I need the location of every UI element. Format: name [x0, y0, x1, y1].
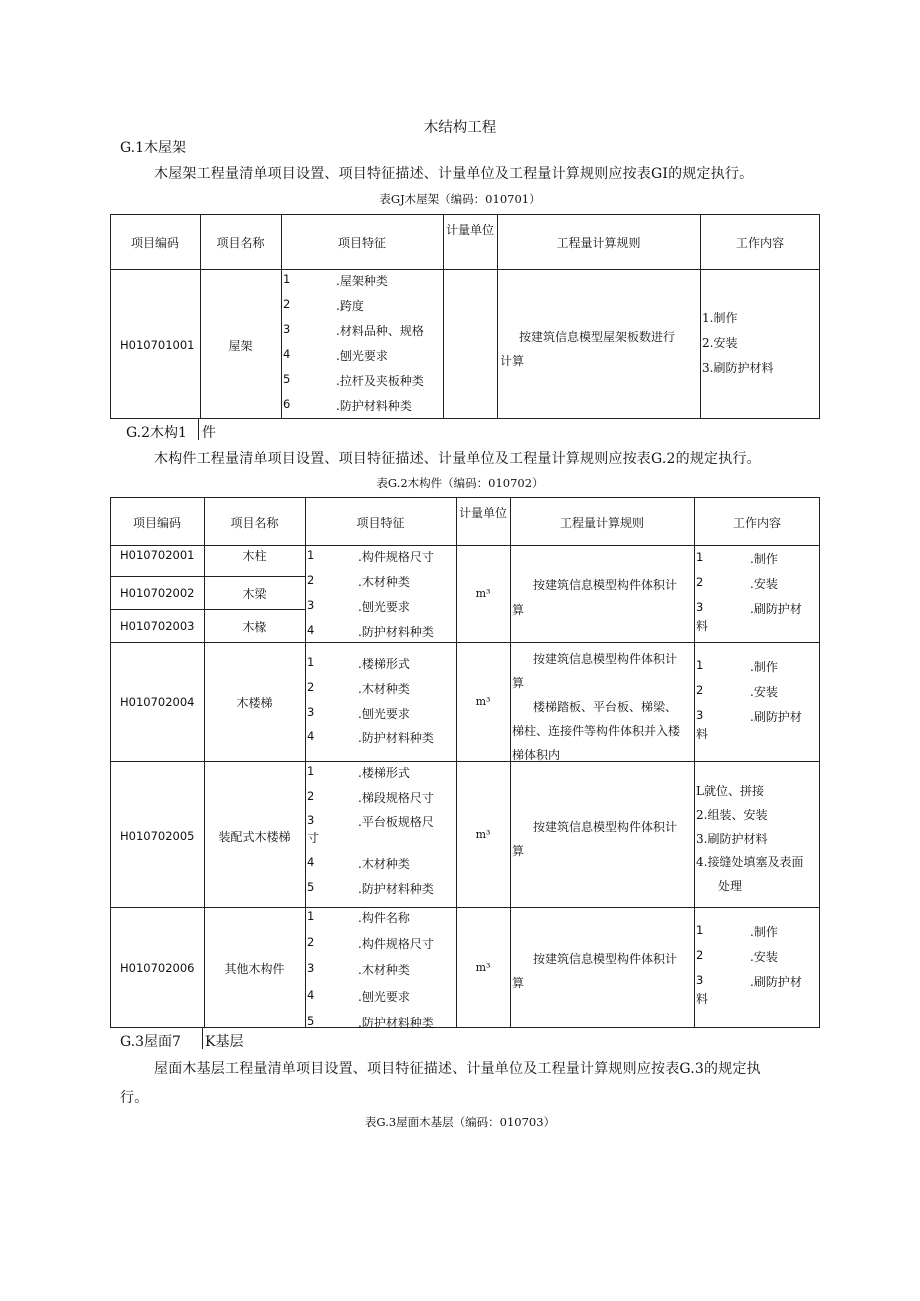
- t2-feature-text: .楼梯形式: [358, 766, 410, 780]
- t2-feature-text: .刨光要求: [358, 600, 410, 614]
- t2-work-text: .刷防护材: [750, 975, 802, 989]
- t1-feature-num: 6: [283, 397, 291, 411]
- t2-feature-text: .防护材料种类: [358, 1016, 434, 1030]
- section-g3-heading-tail: K基层: [205, 1034, 244, 1050]
- t2-feature-num: 5: [307, 1014, 315, 1028]
- t2-feature-tail: 寸: [307, 831, 320, 845]
- heading-divider: [198, 419, 199, 440]
- t2-item-name: 其他木构件: [224, 962, 285, 976]
- t2-work-text: .刷防护材: [750, 710, 802, 724]
- t2-feature-num: 4: [307, 623, 315, 637]
- t2-item-code: H010702004: [120, 695, 195, 709]
- table3-caption: 表G.3屋面木基层（编码：010703）: [364, 1115, 556, 1129]
- t2-item-code: H010702002: [120, 586, 195, 600]
- t2-work-num: 3: [696, 973, 704, 987]
- t1-feature-num: 2: [283, 297, 291, 311]
- t2-work-tail: 料: [696, 727, 709, 741]
- t2-feature-num: 2: [307, 789, 315, 803]
- t2-rule-line: 算: [512, 676, 525, 690]
- t2-work-item: 4.接缝处填塞及表面: [696, 855, 804, 869]
- t1-feature-text: .刨光要求: [336, 349, 388, 363]
- section-g1-paragraph: 木屋架工程量清单项目设置、项目特征描述、计量单位及工程量计算规则应按表GI的规定执行。: [154, 166, 754, 182]
- t2-feature-text: .木材种类: [358, 963, 410, 977]
- t2-feature-num: 2: [307, 680, 315, 694]
- t2-rule-line1: 按建筑信息模型构件体积计: [533, 820, 678, 834]
- t2-rule-line2: 算: [512, 603, 525, 617]
- t1-feature-num: 4: [283, 347, 291, 361]
- t2-feature-text: .平台板规格尺: [358, 815, 434, 829]
- t2-item-code: H010702005: [120, 829, 195, 843]
- t2-header-rule: 工程量计算规则: [559, 516, 644, 530]
- t2-rule-line1: 按建筑信息模型构件体积计: [533, 578, 678, 592]
- t2-rule-line2: 算: [512, 976, 525, 990]
- t2-work-item: L就位、拼接: [696, 784, 764, 798]
- t2-work-tail: 料: [696, 992, 709, 1006]
- t2-feature-num: 1: [307, 764, 315, 778]
- t2-feature-num: 1: [307, 548, 315, 562]
- t2-work-num: 2: [696, 948, 704, 962]
- t2-feature-num: 2: [307, 935, 315, 949]
- t2-feature-text: .木材种类: [358, 575, 410, 589]
- t1-item-code: H010701001: [120, 338, 195, 352]
- t2-header-unit: 计量单位: [458, 506, 507, 520]
- t1-feature-num: 5: [283, 372, 291, 386]
- t2-feature-text: .楼梯形式: [358, 657, 410, 671]
- t2-feature-text: .刨光要求: [358, 990, 410, 1004]
- t2-feature-num: 3: [307, 813, 315, 827]
- t2-feature-num: 2: [307, 573, 315, 587]
- t2-feature-num: 3: [307, 598, 315, 612]
- t1-feature-text: .防护材料种类: [336, 399, 412, 413]
- t2-feature-num: 4: [307, 729, 315, 743]
- t2-item-code: H010702003: [120, 619, 195, 633]
- t2-item-name: 木柱: [242, 549, 267, 563]
- heading-divider: [202, 1028, 203, 1049]
- t1-header-code: 项目编码: [130, 236, 179, 250]
- t2-rule-line: 按建筑信息模型构件体积计: [533, 652, 678, 666]
- t2-item-name: 木楼梯: [236, 696, 273, 710]
- t2-feature-text: .构件规格尺寸: [358, 937, 434, 951]
- t1-feature-text: .跨度: [336, 299, 364, 313]
- section-g2-paragraph: 木构件工程量清单项目设置、项目特征描述、计量单位及工程量计算规则应按表G.2的规定执行。: [154, 451, 761, 467]
- t1-header-work: 工作内容: [735, 236, 784, 250]
- t2-header-name: 项目名称: [230, 516, 279, 530]
- t2-rule-line: 楼梯踏板、平台板、梯梁、: [533, 700, 678, 714]
- t1-feature-text: .屋架种类: [336, 274, 388, 288]
- t2-feature-text: .木材种类: [358, 857, 410, 871]
- t2-work-num: 1: [696, 550, 704, 564]
- t2-feature-text: .构件规格尺寸: [358, 550, 434, 564]
- section-g3-heading: G.3屋面7: [120, 1034, 181, 1050]
- t2-work-text: .制作: [750, 660, 778, 674]
- t2-feature-text: .防护材料种类: [358, 731, 434, 745]
- t2-work-item: 3.刷防护材料: [696, 832, 768, 846]
- t1-rule-line1: 按建筑信息模型屋架板数进行: [519, 330, 676, 344]
- t2-feature-text: .防护材料种类: [358, 625, 434, 639]
- t2-item-name: 木椽: [242, 620, 267, 634]
- t2-work-text: .制作: [750, 552, 778, 566]
- t1-header-name: 项目名称: [216, 236, 265, 250]
- t2-feature-num: 4: [307, 855, 315, 869]
- t2-item-name: 木梁: [242, 587, 267, 601]
- t1-work-item: 2.安装: [702, 336, 738, 350]
- t2-rule-line: 梯柱、连接件等构件体积并入楼: [512, 724, 681, 738]
- t2-feature-text: .刨光要求: [358, 707, 410, 721]
- t2-feature-text: .防护材料种类: [358, 882, 434, 896]
- section-g3-paragraph-line1: 屋面木基层工程量清单项目设置、项目特征描述、计量单位及工程量计算规则应按表G.3的规定执: [154, 1061, 761, 1077]
- t2-unit: m³: [475, 695, 491, 708]
- t2-rule-line: 梯体积内: [512, 748, 561, 762]
- t2-work-text: .刷防护材: [750, 602, 802, 616]
- t2-rule-line1: 按建筑信息模型构件体积计: [533, 952, 678, 966]
- t2-feature-text: .木材种类: [358, 682, 410, 696]
- page-title: 木结构工程: [423, 120, 497, 136]
- t1-feature-num: 3: [283, 322, 291, 336]
- section-g2-heading: G.2木构1: [126, 425, 187, 441]
- t2-feature-num: 1: [307, 909, 315, 923]
- t2-work-item: 2.组装、安装: [696, 808, 768, 822]
- t1-work-item: 3.刷防护材料: [702, 361, 774, 375]
- t1-header-rule: 工程量计算规则: [556, 236, 641, 250]
- t2-work-text: .安装: [750, 685, 778, 699]
- t2-item-code: H010702006: [120, 961, 195, 975]
- t2-item-code: H010702001: [120, 548, 195, 562]
- t2-unit: m³: [475, 587, 491, 600]
- t1-feature-text: .材料品种、规格: [336, 324, 424, 338]
- section-g1-heading: G.1木屋架: [120, 140, 187, 156]
- t2-work-tail: 料: [696, 619, 709, 633]
- t2-work-item: 处理: [718, 879, 743, 893]
- t2-unit: m³: [475, 828, 491, 841]
- t2-feature-text: .构件名称: [358, 911, 410, 925]
- t2-work-num: 2: [696, 683, 704, 697]
- t2-rule-line2: 算: [512, 844, 525, 858]
- table2-caption: 表G.2木构件（编码：010702）: [376, 476, 544, 490]
- t1-header-feature: 项目特征: [337, 236, 386, 250]
- t2-feature-num: 5: [307, 880, 315, 894]
- t1-header-unit: 计量单位: [445, 223, 494, 237]
- t2-work-num: 1: [696, 658, 704, 672]
- t2-feature-num: 3: [307, 961, 315, 975]
- t2-work-num: 1: [696, 923, 704, 937]
- t1-feature-num: 1: [283, 272, 291, 286]
- t2-header-work: 工作内容: [732, 516, 781, 530]
- t2-work-text: .制作: [750, 925, 778, 939]
- t2-feature-num: 4: [307, 988, 315, 1002]
- t2-item-name: 装配式木楼梯: [218, 830, 291, 844]
- section-g3-paragraph-line2: 行。: [120, 1090, 149, 1106]
- t2-header-code: 项目编码: [132, 516, 181, 530]
- t2-unit: m³: [475, 961, 491, 974]
- t2-feature-num: 3: [307, 705, 315, 719]
- t1-item-name: 屋架: [228, 339, 253, 353]
- table1-caption: 表GJ木屋架（编码：010701）: [379, 192, 541, 206]
- t2-header-feature: 项目特征: [356, 516, 405, 530]
- t1-feature-text: .拉杆及夹板种类: [336, 374, 424, 388]
- t1-work-item: 1.制作: [702, 311, 738, 325]
- t2-work-text: .安装: [750, 950, 778, 964]
- t2-feature-text: .梯段规格尺寸: [358, 791, 434, 805]
- t2-work-num: 2: [696, 575, 704, 589]
- section-g2-heading-tail: 件: [202, 425, 216, 441]
- t2-work-num: 3: [696, 708, 704, 722]
- t2-work-num: 3: [696, 600, 704, 614]
- t1-rule-line2: 计算: [500, 354, 525, 368]
- t2-feature-num: 1: [307, 655, 315, 669]
- t2-work-text: .安装: [750, 577, 778, 591]
